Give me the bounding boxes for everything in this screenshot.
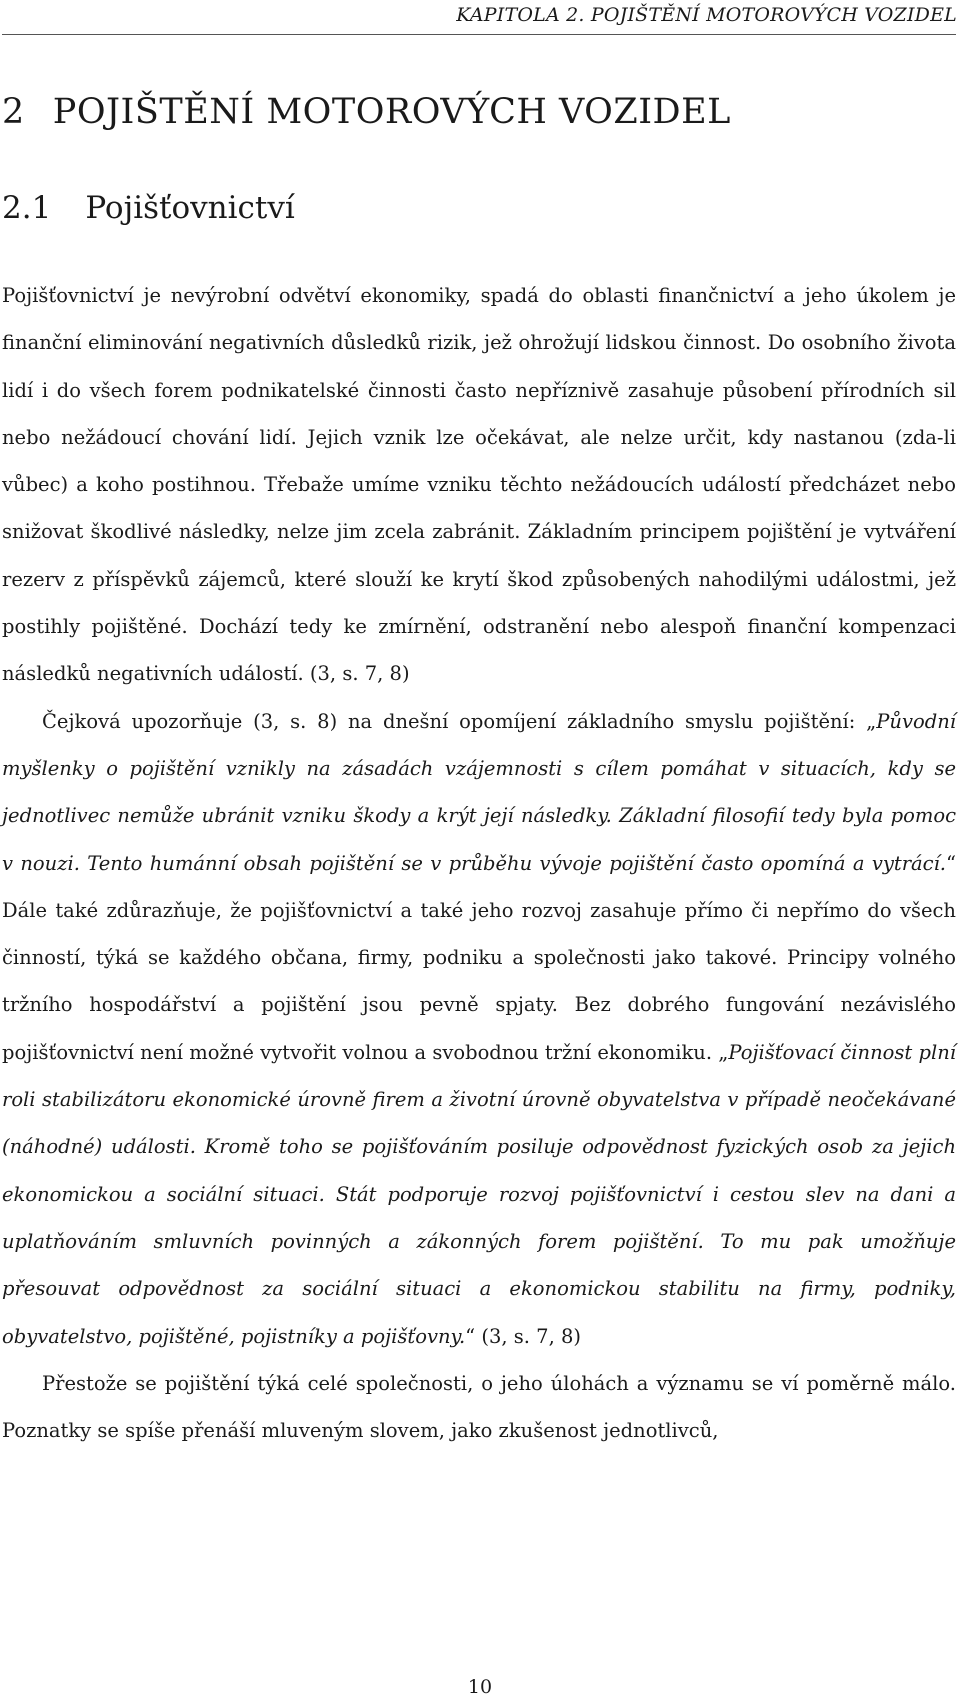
header-rule bbox=[2, 34, 956, 35]
open-quote-mark: „ bbox=[718, 1040, 729, 1064]
quotation-2: Pojišťovací činnost plní roli stabilizátoru ekonomické úrovně firem a životní úrovně obyvatelstva v případě neočekávané (náhodné) události. Kromě toho se pojišťováním posiluje odpovědnost fyzických osob za jejich ekonomickou a sociální situaci. Stát podporuje rozvoj pojišťovnictví i cestou slev na dani a uplatňováním smluvních povinných a zákonných forem pojištění. To mu pak umožňuje přesouvat odpovědnost za sociální situaci a ekonomickou stabilitu na firmy, podniky, obyvatelstvo, pojištěné, pojistníky a pojišťovny. bbox=[2, 1040, 956, 1348]
chapter-number: 2 bbox=[2, 92, 25, 132]
page-number: 10 bbox=[467, 1676, 493, 1698]
paragraph-3: Přestože se pojištění týká celé společnosti, o jeho úlohách a významu se ví poměrně málo. Poznatky se spíše přenáší mluveným slovem, jako zkušenost jednotlivců, bbox=[2, 1371, 956, 1443]
quotation-1: Původní myšlenky o pojištění vznikly na zásadách vzájemnosti s cílem pomáhat v situacích, kdy se jednotlivec nemůže ubránit vzniku škody a krýt její následky. Základní filosofií tedy byla pomoc v nouzi. Tento humánní obsah pojištění se v průběhu vývoje pojištění často opomíná a vytrácí. bbox=[2, 709, 956, 875]
chapter-title bbox=[2, 92, 731, 132]
close-quote-mark: “ bbox=[465, 1324, 476, 1348]
open-quote-mark: „ bbox=[866, 709, 877, 733]
citation: (3, s. 7, 8) bbox=[475, 1324, 581, 1348]
close-quote-mark: “ bbox=[946, 851, 956, 875]
paragraph-2-intro: Čejková upozorňuje (3, s. 8) na dnešní opomíjení základního smyslu pojištění: bbox=[42, 709, 867, 733]
paragraph-2 bbox=[2, 698, 956, 1360]
running-header: KAPITOLA 2. POJIŠTĚNÍ MOTOROVÝCH VOZIDEL bbox=[456, 4, 957, 26]
section-title bbox=[2, 190, 295, 226]
paragraph-2-middle: Dále také zdůrazňuje, že pojišťovnictví a také jeho rozvoj zasahuje přímo či nepřímo do všech činností, týká se každého občana, firmy, podniku a společnosti jako takové. Principy volného tržního hospodářství a pojištění jsou pevně spjaty. Bez dobrého fungování nezávislého pojišťovnictví není možné vytvořit volnou a svobodnou tržní ekonomiku. bbox=[2, 898, 956, 1064]
chapter-title-text: POJIŠTĚNÍ MOTOROVÝCH VOZIDEL bbox=[52, 92, 731, 132]
section-title-text: Pojišťovnictví bbox=[85, 190, 295, 226]
section-number: 2.1 bbox=[2, 190, 52, 226]
body-text bbox=[2, 272, 956, 1454]
paragraph-1: Pojišťovnictví je nevýrobní odvětví ekonomiky, spadá do oblasti finančnictví a jeho úkolem je finanční eliminování negativních důsledků rizik, jež ohrožují lidskou činnost. Do osobního života lidí i do všech forem podnikatelské činnosti často nepříznivě zasahuje působení přírodních sil nebo nežádoucí chování lidí. Jejich vznik lze očekávat, ale nelze určit, kdy nastanou (zda-li vůbec) a koho postihnou. Třebaže umíme vzniku těchto nežádoucích událostí předcházet nebo snižovat škodlivé následky, nelze jim zcela zabránit. Základním principem pojištění je vytváření rezerv z příspěvků zájemců, které slouží ke krytí škod způsobených nahodilými událostmi, jež postihly pojištěné. Dochází tedy ke zmírnění, odstranění nebo alespoň finanční kompenzaci následků negativních událostí. (3, s. 7, 8) bbox=[2, 284, 956, 686]
